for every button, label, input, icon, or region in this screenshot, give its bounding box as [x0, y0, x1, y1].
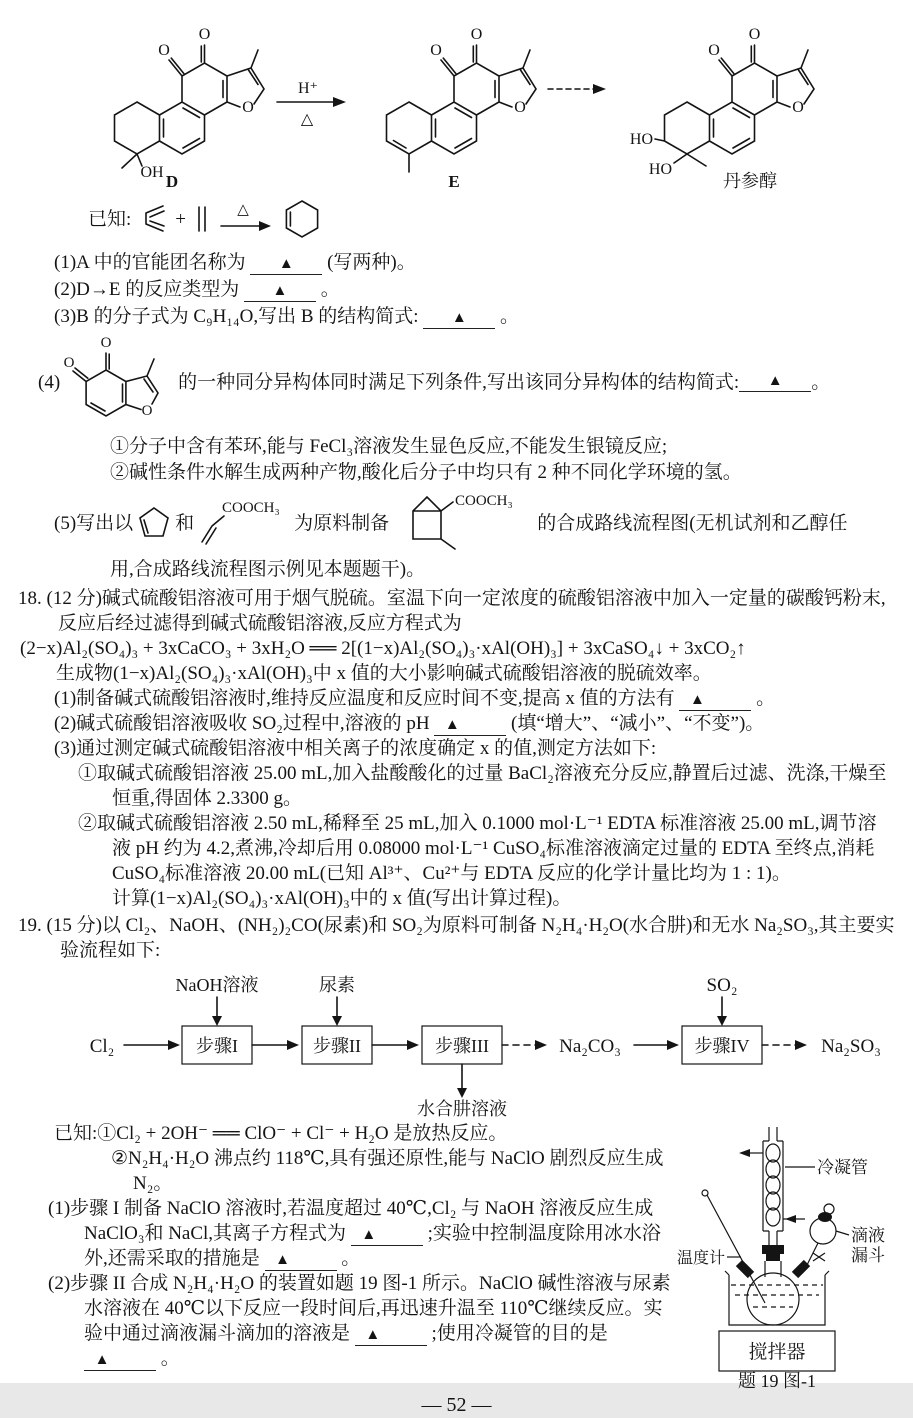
atom-label-ho: HO: [629, 131, 653, 148]
q19-item-1-text: (1)步骤 I 制备 NaClO 溶液时,若温度超过 40℃,Cl₂ 与 NaOH 溶液反应生成 NaClO₃和 NaCl,其离子方程式为: [48, 1198, 654, 1244]
q17-item-5-mid: 为原料制备: [294, 512, 390, 534]
q18-step-2: ②取碱式硫酸铝溶液 2.50 mL,稀释至 25 mL,加入 0.1000 mol·L⁻¹ EDTA 标准溶液 25.00 mL,调节溶液 pH 约为 4.2,煮沸,冷却后用 0.08000 mol·L⁻¹ CuSO₄标准溶液滴定过量的 EDTA 至终点,消耗 CuSO₄标准溶液 20.00 mL(已知 Al³⁺、Cu²⁺与 EDTA 反应的化学计量比均为 1 : 1)。: [78, 813, 877, 884]
q19-item-2-post: 。: [160, 1348, 180, 1369]
q17-item-3-post: 。: [500, 306, 520, 327]
atom-label-oh: OH: [140, 164, 164, 181]
flow-step3-label: 步骤III: [435, 1036, 489, 1056]
arrow-condition-top: H⁺: [298, 80, 318, 97]
flow-cl2-label: Cl₂: [89, 1036, 115, 1057]
apparatus-figure: [677, 1123, 895, 1391]
q17-item-1-text: (1)A 中的官能团名称为: [54, 252, 246, 273]
q17-item-2-text: (2)D→E 的反应类型为: [54, 279, 240, 300]
known-arrow: [218, 201, 274, 237]
q19-intro: 19. (15 分)以 Cl₂、NaOH、(NH₂)₂CO(尿素)和 SO₂为原料可制备 N₂H₄·H₂O(水合肼)和无水 Na₂SO₃,其主要实验流程如下:: [18, 915, 895, 961]
structure-danshenol: [610, 8, 826, 191]
q17-item-4-post: 。: [811, 371, 831, 393]
ethylene-bonds: [199, 207, 205, 231]
atom-label-o: O: [470, 26, 483, 43]
flow-na2so3-label: Na₂SO₃: [821, 1036, 881, 1057]
q19-section: [18, 913, 895, 1391]
q19-known-2: ②N₂H₄·H₂O 沸点约 118℃,具有强还原性,能与 NaClO 剧烈反应生成 N₂。: [111, 1148, 664, 1194]
known-scheme: [88, 192, 895, 246]
reaction-arrow: [274, 80, 348, 126]
answer-blank: ▲: [351, 1227, 423, 1246]
q17-item-5-text: (5)写出以: [54, 512, 134, 534]
q18-intro-2: 生成物(1−x)Al₂(SO₄)₃·xAl(OH)₃中 x 值的大小影响碱式硫酸铝溶液的脱硫效率。: [56, 663, 712, 684]
apparatus-drawing: [677, 1123, 895, 1391]
butadiene-bonds: [146, 206, 164, 231]
label-d: D: [165, 172, 179, 191]
q17-item-1-post: (写两种)。: [327, 252, 416, 273]
water-out-arrow: [739, 1149, 750, 1157]
cyclohexene-bonds: [286, 201, 317, 237]
q17-item-4: [38, 331, 895, 433]
answer-blank: ▲: [423, 310, 495, 329]
structure-d: [76, 8, 274, 191]
arrow-condition-bottom: △: [300, 111, 314, 128]
dashed-arrow: [546, 80, 610, 98]
cyclopentene-bonds: [140, 508, 168, 536]
dropping-funnel-bulb: [810, 1218, 836, 1244]
process-flowchart: [30, 965, 896, 1117]
q19-known-1: 已知:①Cl₂ + 2OH⁻ ══ ClO⁻ + Cl⁻ + H₂O 是放热反应。: [54, 1123, 508, 1144]
q17-item-3-text: (3)B 的分子式为 C₉H₁₄O,写出 B 的结构简式:: [54, 306, 419, 327]
q17-item-5: [54, 489, 895, 557]
norbornane-product-structure: [393, 489, 533, 557]
label-e: E: [448, 172, 460, 191]
q17-item-4-condition-1: ①分子中含有苯环,能与 FeCl₃溶液发生显色反应,不能发生银镜反应;: [110, 436, 668, 457]
answer-blank: ▲: [244, 283, 316, 302]
dropping-funnel-label: 滴液: [851, 1226, 885, 1245]
q18-item-2-post: (填“增大”、“减小”、“不变”)。: [511, 713, 765, 734]
atom-label-o: O: [141, 403, 153, 419]
q18-item-1-post: 。: [756, 688, 776, 709]
q17-item-1: [54, 250, 895, 275]
flow-na2co3-label: Na₂CO₃: [559, 1036, 621, 1057]
flow-step2-label: 步骤II: [313, 1036, 361, 1056]
q18-intro: 18. (12 分)碱式硫酸铝溶液可用于烟气脱硫。室温下向一定浓度的硫酸铝溶液中加入一定量的碳酸钙粉末,反应后经过滤得到碱式硫酸铝溶液,反应方程式为: [18, 588, 886, 634]
atom-label-o: O: [792, 99, 804, 116]
page-number: — 52 —: [421, 1394, 492, 1416]
flow-so2-label: SO₂: [706, 975, 738, 996]
structure-danshenol-skeleton: [655, 45, 814, 166]
methyl-acrylate-structure: [198, 498, 290, 548]
dropping-funnel-label-2: 漏斗: [851, 1246, 885, 1265]
flow-naoh-label: NaOH溶液: [175, 975, 259, 995]
atom-label-o: O: [514, 99, 526, 116]
butadiene-structure: [139, 203, 167, 235]
q17-item-2: [54, 277, 895, 302]
norbornane-bonds: [413, 497, 455, 549]
flow-step4-label: 步骤IV: [694, 1036, 750, 1056]
q17-item-5-line2: 用,合成路线流程图示例见本题题干)。: [110, 559, 426, 580]
answer-blank: ▲: [250, 256, 322, 275]
stopper: [762, 1245, 784, 1254]
atom-label-o: O: [708, 42, 720, 59]
dashed-arrow-head: [593, 84, 606, 94]
answer-blank: ▲: [355, 1327, 427, 1346]
atom-label-o: O: [430, 42, 442, 59]
q18-step-1: ①取碱式硫酸铝溶液 25.00 mL,加入盐酸酸化的过量 BaCl₂溶液充分反应,静置后过滤、洗涤,干燥至恒重,得固体 2.3300 g。: [78, 763, 887, 809]
label-danshenol: 丹参醇: [723, 171, 777, 191]
acrylate-bonds: [202, 516, 224, 544]
flow-hydrazine-label: 水合肼溶液: [417, 1099, 507, 1119]
top-reaction-scheme: [76, 8, 895, 191]
ethylene-structure: [194, 204, 210, 234]
q18-step-3: 计算(1−x)Al₂(SO₄)₃·xAl(OH)₃中的 x 值(写出计算过程)。: [112, 888, 572, 909]
cyclohexene-structure: [282, 197, 322, 241]
q17-item-4-condition-2: ②碱性条件水解生成两种产物,酸化后分子中均只有 2 种不同化学环境的氢。: [110, 462, 742, 483]
q18-equation: (2−x)Al₂(SO₄)₃ + 3xCaCO₃ + 3xH₂O ══ 2[(1−x)Al₂(SO₄)₃·xAl(OH)₃] + 3xCaSO₄↓ + 3xCO₂↑: [20, 638, 746, 659]
plus-sign: +: [175, 208, 186, 230]
q19-item-1-mid: ;实验中控制温度除用冰水浴外,还需采取的措施是: [84, 1223, 661, 1269]
answer-blank: ▲: [739, 373, 811, 392]
q18-item-3: (3)通过测定碱式硫酸铝溶液中相关离子的浓度确定 x 的值,测定方法如下:: [54, 738, 657, 759]
q17-item-5-and: 和: [175, 512, 195, 534]
flask-bulb: [747, 1273, 799, 1325]
stopcock: [813, 1253, 825, 1261]
q17-item-2-post: 。: [320, 279, 340, 300]
structure-e: [348, 8, 546, 191]
cyclopentene-structure: [137, 504, 171, 542]
answer-blank: ▲: [434, 717, 506, 736]
thermometer-label: 温度计: [677, 1250, 726, 1267]
flow-urea-label: 尿素: [319, 975, 355, 995]
q17-item-4-text: 的一种同分异构体同时满足下列条件,写出该同分异构体的结构简式:: [178, 371, 740, 393]
atom-label-o: O: [198, 26, 211, 43]
cooch3-label: COOCH₃: [222, 500, 280, 516]
q19-item-2-text: (2)步骤 II 合成 N₂H₄·H₂O 的装置如题 19 图-1 所示。NaClO 碱性溶液与尿素水溶液在 40℃以下反应一段时间后,再迅速升温至 110℃继续反应。实验中通过滴液漏斗滴加的溶液是: [48, 1273, 671, 1344]
q17-item-3: [54, 304, 895, 329]
answer-blank: ▲: [265, 1252, 337, 1271]
figure-caption: 题 19 图-1: [738, 1371, 816, 1391]
atom-label-o: O: [100, 335, 112, 351]
stirrer-label: 搅拌器: [748, 1342, 806, 1363]
answer-blank: ▲: [679, 692, 751, 711]
q18-item-2: [18, 711, 895, 736]
water-bath-beaker: [725, 1271, 829, 1325]
arrow-head: [333, 97, 346, 107]
q18-item-2-text: (2)碱式硫酸铝溶液吸收 SO₂过程中,溶液的 pH: [54, 713, 430, 734]
atom-label-o: O: [242, 99, 254, 116]
condenser-label: 冷凝管: [817, 1158, 868, 1177]
arrow-head: [259, 221, 271, 231]
q18-item-1: [18, 686, 895, 711]
known-prefix: 已知:: [88, 208, 132, 230]
delta-condition: △: [237, 202, 249, 218]
q17-item-4-number: (4): [38, 371, 61, 393]
q19-item-1-post: 。: [341, 1248, 361, 1269]
cooch3-label: COOCH₃: [455, 493, 513, 509]
atom-label-o: O: [748, 26, 761, 43]
q18-item-1-text: (1)制备碱式硫酸铝溶液时,维持反应温度和反应时间不变,提高 x 值的方法有: [54, 688, 675, 709]
thermometer: [707, 1195, 765, 1303]
stopper: [766, 1254, 780, 1261]
atom-label-o: O: [63, 355, 75, 371]
benzofuranone-structure: [60, 331, 172, 433]
answer-blank: ▲: [84, 1352, 156, 1371]
water-in-arrow: [785, 1215, 796, 1223]
atom-label-o: O: [158, 42, 170, 59]
q17-item-5-post: 的合成路线流程图(无机试剂和乙醇任: [537, 512, 848, 534]
q19-item-2-mid: ;使用冷凝管的目的是: [431, 1323, 608, 1344]
flow-step1-label: 步骤I: [196, 1036, 238, 1056]
atom-label-ho: HO: [648, 161, 672, 178]
